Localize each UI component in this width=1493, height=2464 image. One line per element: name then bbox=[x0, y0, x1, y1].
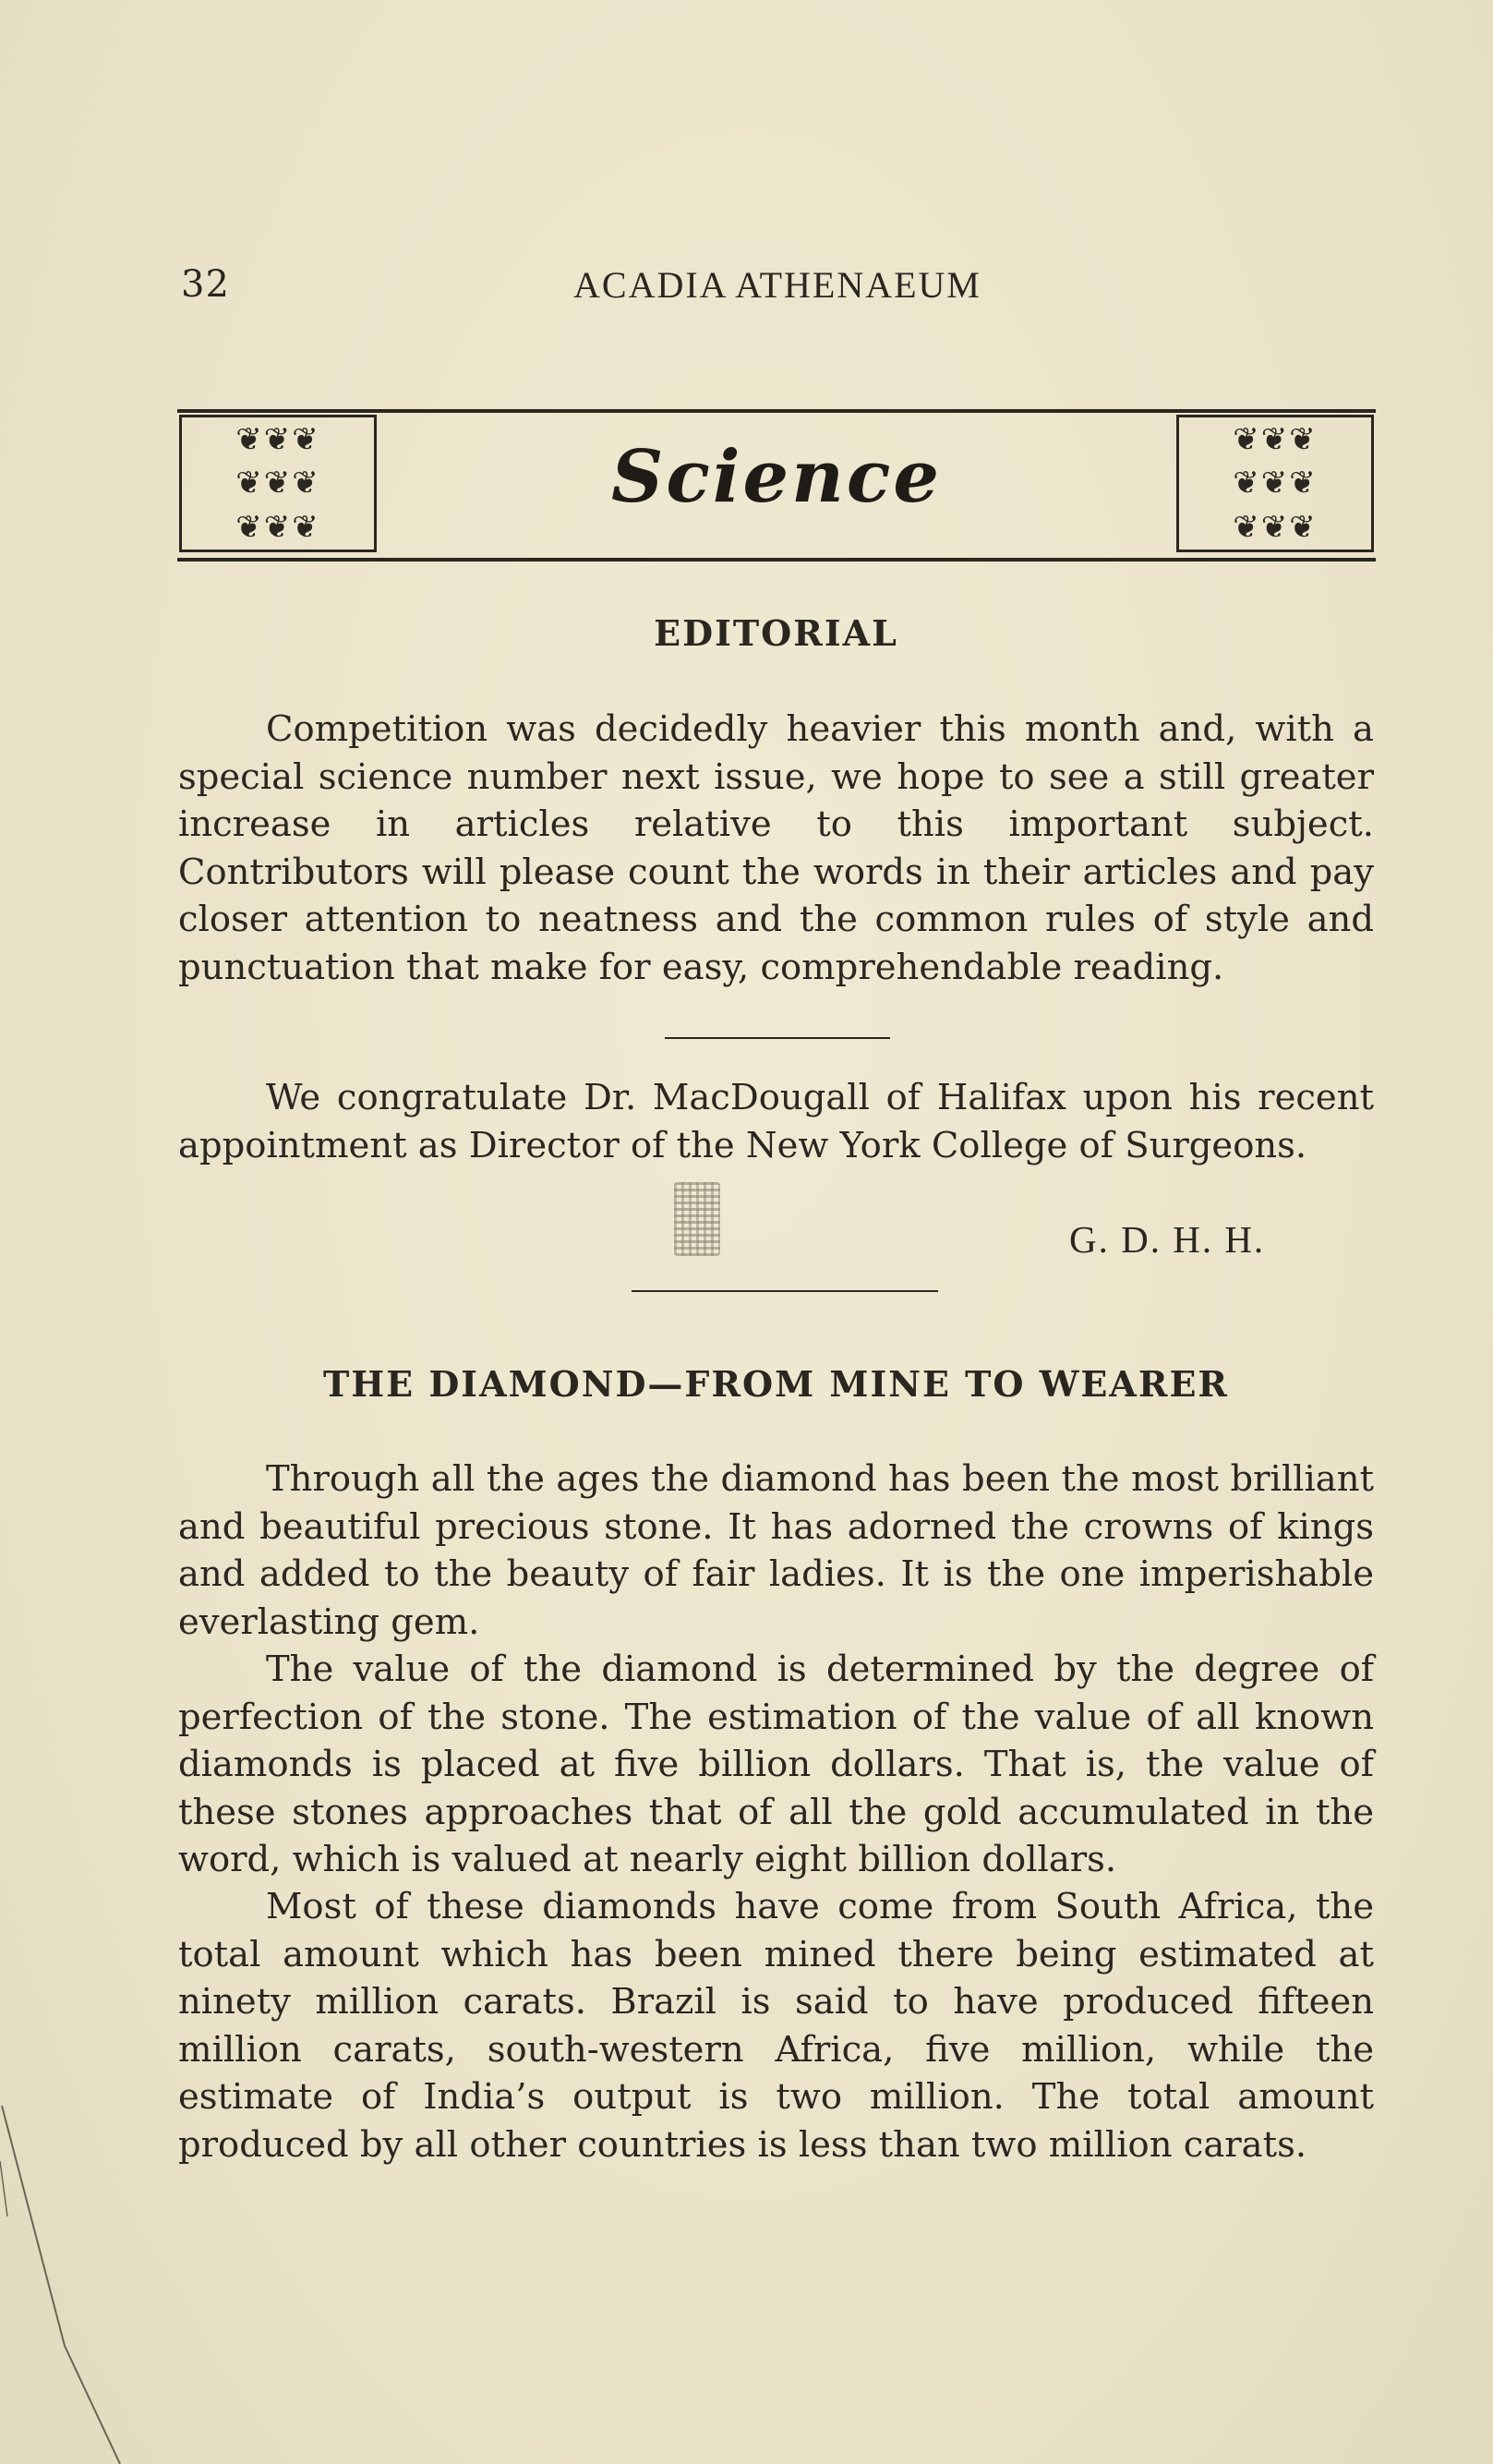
editorial-paragraph-2 bbox=[178, 1074, 1374, 1169]
ink-smudge bbox=[674, 1182, 720, 1256]
ornament-row: ❦❦❦ bbox=[235, 465, 320, 502]
editorial-heading: EDITORIAL bbox=[654, 612, 898, 654]
banner-top-rule bbox=[177, 409, 1376, 413]
article-paragraph-3 bbox=[178, 1883, 1374, 2168]
article-paragraph-1-text: Through all the ages the diamond has been the most brilliant and beautiful precious stone. It has adorned the crowns of kings and added to the beauty of fair ladies. It is the one imperishable everlasting gem. bbox=[178, 1458, 1374, 1643]
ornament-right-icon bbox=[1176, 415, 1374, 552]
article-paragraph-3-text: Most of these diamonds have come from South Africa, the total amount which has been mined there being estimated at ninety million carats. Brazil is said to have produced fifteen million carats, south-western Africa, five million, while the estimate of India’s output is two million. The total amount produced by all other countries is less than two million carats. bbox=[178, 1886, 1374, 2166]
section-banner bbox=[177, 409, 1376, 562]
article-separator bbox=[632, 1290, 938, 1292]
article-paragraph-2 bbox=[178, 1646, 1374, 1884]
ornament-row: ❦❦❦ bbox=[1233, 465, 1318, 502]
article-paragraph-2-text: The value of the diamond is determined by the degree of perfection of the stone. The estimation of the value of all known diamonds is placed at five billion dollars. That is, the value of these stones approaches that of all the gold accumulated in the word, which is valued at nearly eight billion dollars. bbox=[178, 1649, 1374, 1880]
editorial-paragraph-1 bbox=[178, 706, 1374, 991]
ornament-row: ❦❦❦ bbox=[235, 509, 320, 547]
page-number: 32 bbox=[181, 263, 230, 306]
page-scratch-mark bbox=[0, 2106, 148, 2464]
article-paragraph-1 bbox=[178, 1455, 1374, 1646]
ornament-left-icon bbox=[179, 415, 377, 552]
running-title: ACADIA ATHENAEUM bbox=[573, 264, 981, 306]
ornament-row: ❦❦❦ bbox=[1233, 420, 1318, 458]
editorial-signature: G. D. H. H. bbox=[1069, 1218, 1266, 1261]
editorial-separator bbox=[665, 1037, 890, 1039]
banner-bottom-rule bbox=[177, 558, 1376, 562]
ornament-row: ❦❦❦ bbox=[1233, 509, 1318, 547]
editorial-paragraph-1-text: Competition was decidedly heavier this month and, with a special science number next issue, we hope to see a still greater increase in articles relative to this important subject. Contributors will please count the words in their articles and pay closer attention to neatness and the common rules of style and punctuation that make for easy, comprehendable reading. bbox=[178, 708, 1374, 988]
editorial-paragraph-2-text: We congratulate Dr. MacDougall of Halifax upon his recent appointment as Director of the New York College of Surgeons. bbox=[178, 1077, 1374, 1166]
ornament-row: ❦❦❦ bbox=[235, 420, 320, 458]
article-heading: THE DIAMOND—FROM MINE TO WEARER bbox=[322, 1363, 1229, 1405]
section-title: Science bbox=[611, 435, 942, 519]
scratch-line bbox=[0, 2161, 7, 2216]
scratch-line bbox=[2, 2106, 120, 2464]
